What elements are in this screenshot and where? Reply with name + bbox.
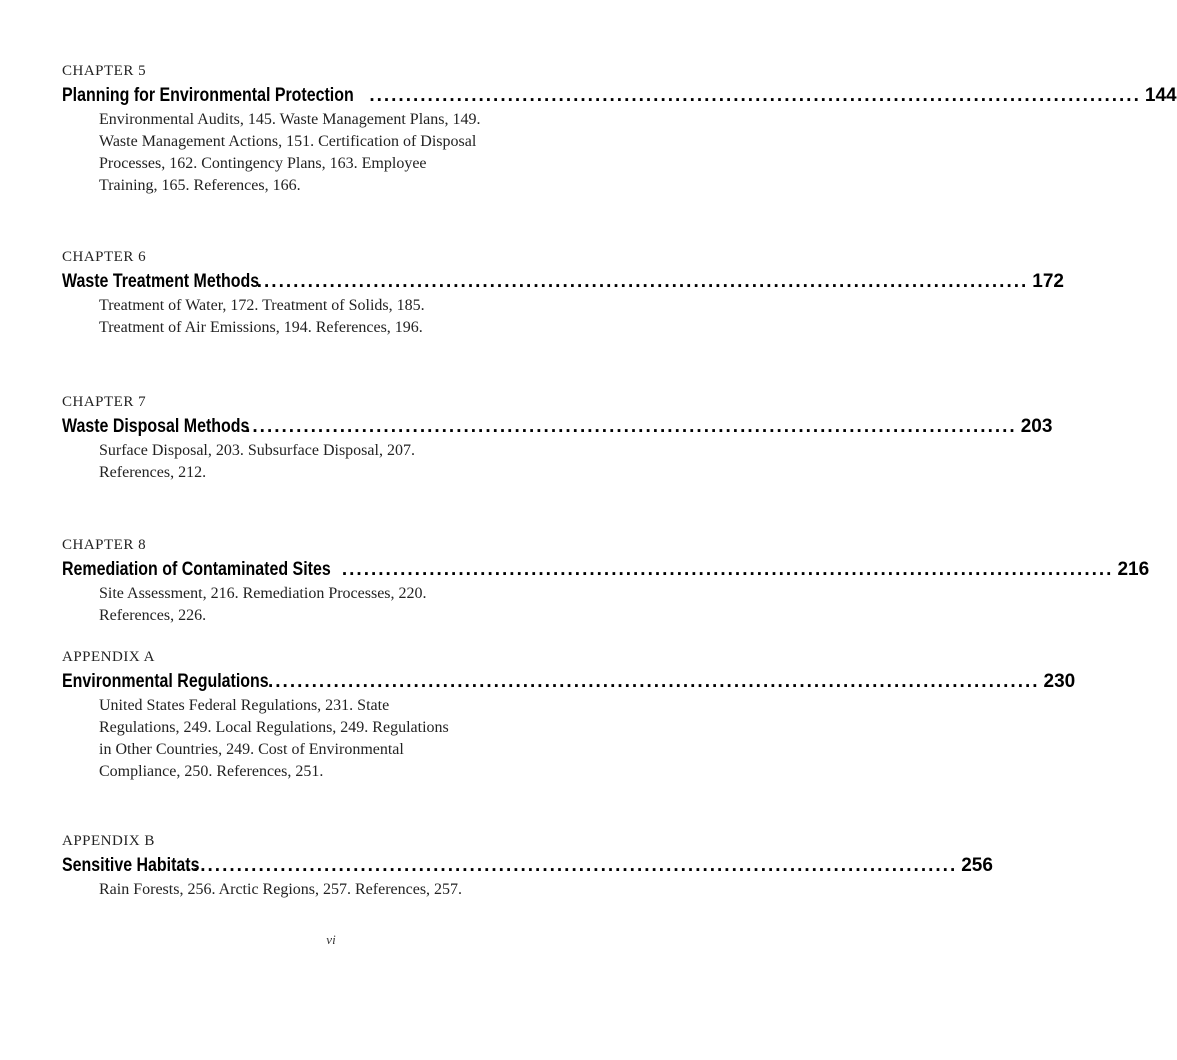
- appendix-description: [99, 695, 604, 783]
- page-number: 144: [1144, 85, 1177, 106]
- chapter-title: Remediation of Contaminated Sites: [62, 559, 331, 580]
- page-number: 216: [1117, 559, 1150, 580]
- description-line: References, 212.: [99, 464, 207, 481]
- chapter-description: [99, 583, 604, 627]
- chapter-title: Planning for Environmental Protection: [62, 85, 354, 106]
- toc-section-chapter-6: [62, 248, 1064, 339]
- description-line: References, 226.: [99, 607, 207, 624]
- chapter-description: [99, 295, 604, 339]
- page-number: 230: [1043, 671, 1076, 692]
- toc-section-chapter-5: [62, 62, 1177, 197]
- toc-section-appendix-a: [62, 648, 1076, 783]
- page-number: 256: [961, 855, 993, 876]
- toc-entry[interactable]: [62, 414, 1053, 439]
- appendix-title: Environmental Regulations: [62, 671, 269, 692]
- toc-section-chapter-7: [62, 393, 1053, 484]
- description-line: in Other Countries, 249. Cost of Environmental: [99, 741, 404, 758]
- chapter-title: Waste Treatment Methods: [62, 271, 260, 292]
- appendix-title: Sensitive Habitats: [62, 855, 200, 876]
- dot-leader: ..........................................................................................................: [256, 271, 1029, 292]
- toc-entry[interactable]: [62, 557, 1150, 582]
- page-number: 203: [1020, 416, 1053, 437]
- chapter-label: CHAPTER 6: [62, 249, 147, 265]
- dot-leader: ..........................................................................................................: [267, 671, 1040, 692]
- toc-entry[interactable]: [62, 269, 1064, 294]
- appendix-label: APPENDIX A: [62, 649, 155, 665]
- chapter-description: [99, 440, 604, 484]
- toc-entry[interactable]: [62, 853, 993, 878]
- chapter-description: [99, 109, 604, 197]
- dot-leader: ..........................................................................................................: [185, 855, 958, 876]
- dot-leader: ..........................................................................................................: [341, 559, 1114, 580]
- description-line: Processes, 162. Contingency Plans, 163. Employee: [99, 155, 427, 172]
- dot-leader: ..........................................................................................................: [245, 416, 1017, 437]
- description-line: Treatment of Air Emissions, 194. References, 196.: [99, 319, 423, 336]
- description-line: Regulations, 249. Local Regulations, 249. Regulations: [99, 719, 449, 736]
- chapter-title: Waste Disposal Methods: [62, 416, 250, 437]
- appendix-label: APPENDIX B: [62, 833, 155, 849]
- description-line: Treatment of Water, 172. Treatment of Solids, 185.: [99, 297, 425, 314]
- description-line: United States Federal Regulations, 231. State: [99, 697, 390, 714]
- chapter-label: CHAPTER 5: [62, 63, 147, 79]
- description-line: Training, 165. References, 166.: [99, 177, 301, 194]
- description-line: Surface Disposal, 203. Subsurface Disposal, 207.: [99, 442, 415, 459]
- dot-leader: ..........................................................................................................: [369, 85, 1141, 106]
- chapter-label: CHAPTER 8: [62, 537, 147, 553]
- appendix-description: [99, 879, 604, 901]
- description-line: Site Assessment, 216. Remediation Processes, 220.: [99, 585, 427, 602]
- toc-section-appendix-b: [62, 832, 993, 901]
- chapter-label: CHAPTER 7: [62, 394, 147, 410]
- description-line: Environmental Audits, 145. Waste Management Plans, 149.: [99, 111, 481, 128]
- description-line: Rain Forests, 256. Arctic Regions, 257. References, 257.: [99, 881, 463, 898]
- page-folio: vi: [326, 932, 336, 947]
- toc-section-chapter-8: [62, 536, 1150, 627]
- page-number: 172: [1032, 271, 1064, 292]
- toc-entry[interactable]: [62, 669, 1076, 694]
- description-line: Compliance, 250. References, 251.: [99, 763, 324, 780]
- description-line: Waste Management Actions, 151. Certification of Disposal: [99, 133, 477, 150]
- toc-entry[interactable]: [62, 83, 1177, 108]
